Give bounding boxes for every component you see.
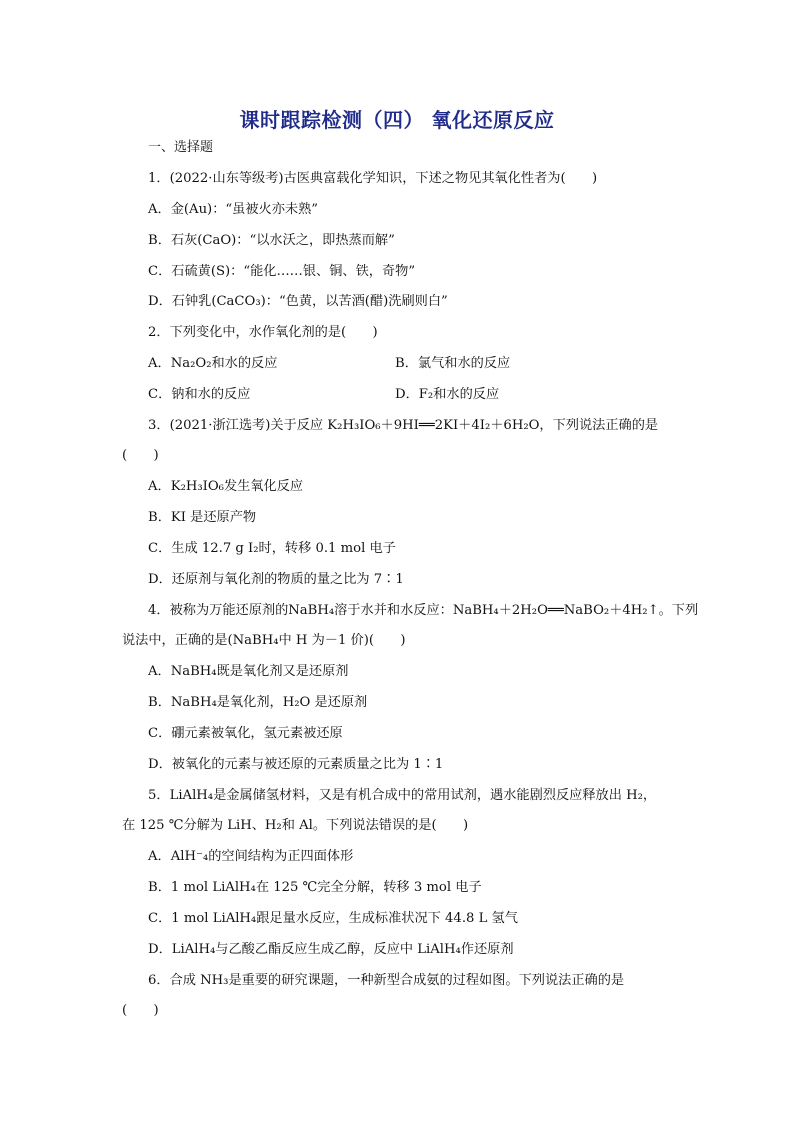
question-5-option-d: D．LiAlH₄与乙酸乙酯反应生成乙醇，反应中 LiAlH₄作还原剂: [148, 942, 514, 957]
question-6-stem-continued: ( ): [122, 1003, 159, 1018]
question-4-stem-continued: 说法中，正确的是(NaBH₄中 H 为－1 价)( ): [122, 633, 406, 648]
question-4-option-d: D．被氧化的元素与被还原的元素质量之比为 1∶1: [148, 757, 444, 772]
question-5-option-a: A．AlH⁻₄的空间结构为正四面体形: [148, 849, 354, 864]
question-3-stem-continued: ( ): [122, 448, 159, 463]
question-2-option-c: C．钠和水的反应: [148, 387, 251, 402]
question-4-option-a: A．NaBH₄既是氧化剂又是还原剂: [148, 664, 349, 679]
question-4-option-c: C．硼元素被氧化，氢元素被还原: [148, 726, 343, 741]
question-1-option-a: A．金(Au)：“虽被火亦未熟”: [148, 202, 319, 217]
question-1-option-d: D．石钟乳(CaCO₃)：“色黄，以苦酒(醋)洗刷则白”: [148, 294, 448, 309]
question-5-option-c: C．1 mol LiAlH₄跟足量水反应，生成标准状况下 44.8 L 氢气: [148, 911, 518, 926]
question-3-stem: 3．(2021·浙江选考)关于反应 K₂H₃IO₆＋9HI══2KI＋4I₂＋6H₂O，下列说法正确的是: [148, 418, 659, 433]
page-title: 课时跟踪检测（四） 氧化还原反应: [239, 108, 555, 132]
question-3-option-b: B．KI 是还原产物: [148, 510, 257, 525]
section-heading: 一、选择题: [148, 140, 214, 155]
question-2-option-b: B．氯气和水的反应: [395, 356, 511, 371]
question-4-stem: 4．被称为万能还原剂的NaBH₄溶于水并和水反应：NaBH₄＋2H₂O══NaBO₂＋4H₂↑。下列: [148, 603, 699, 618]
question-2-stem: 2．下列变化中，水作氧化剂的是( ): [148, 325, 378, 340]
question-5-option-b: B．1 mol LiAlH₄在 125 ℃完全分解，转移 3 mol 电子: [148, 880, 482, 895]
question-5-stem-continued: 在 125 ℃分解为 LiH、H₂和 Al。下列说法错误的是( ): [122, 818, 469, 833]
question-2-option-a: A．Na₂O₂和水的反应: [148, 356, 278, 371]
question-1-option-c: C．石硫黄(S)：“能化……银、铜、铁，奇物”: [148, 264, 416, 279]
question-3-option-a: A．K₂H₃IO₆发生氧化反应: [148, 479, 304, 494]
question-4-option-b: B．NaBH₄是氧化剂，H₂O 是还原剂: [148, 695, 368, 710]
question-3-option-d: D．还原剂与氧化剂的物质的量之比为 7∶1: [148, 572, 404, 587]
question-1-stem: 1．(2022·山东等级考)古医典富载化学知识，下述之物见其氧化性者为( ): [148, 171, 598, 186]
question-3-option-c: C．生成 12.7 g I₂时，转移 0.1 mol 电子: [148, 541, 396, 556]
question-5-stem: 5．LiAlH₄是金属储氢材料，又是有机合成中的常用试剂，遇水能剧烈反应释放出 H₂，: [148, 788, 657, 803]
question-2-option-d: D．F₂和水的反应: [395, 387, 500, 402]
question-6-stem: 6．合成 NH₃是重要的研究课题，一种新型合成氨的过程如图。下列说法正确的是: [148, 973, 625, 988]
question-1-option-b: B．石灰(CaO)：“以水沃之，即热蒸而解”: [148, 233, 395, 248]
